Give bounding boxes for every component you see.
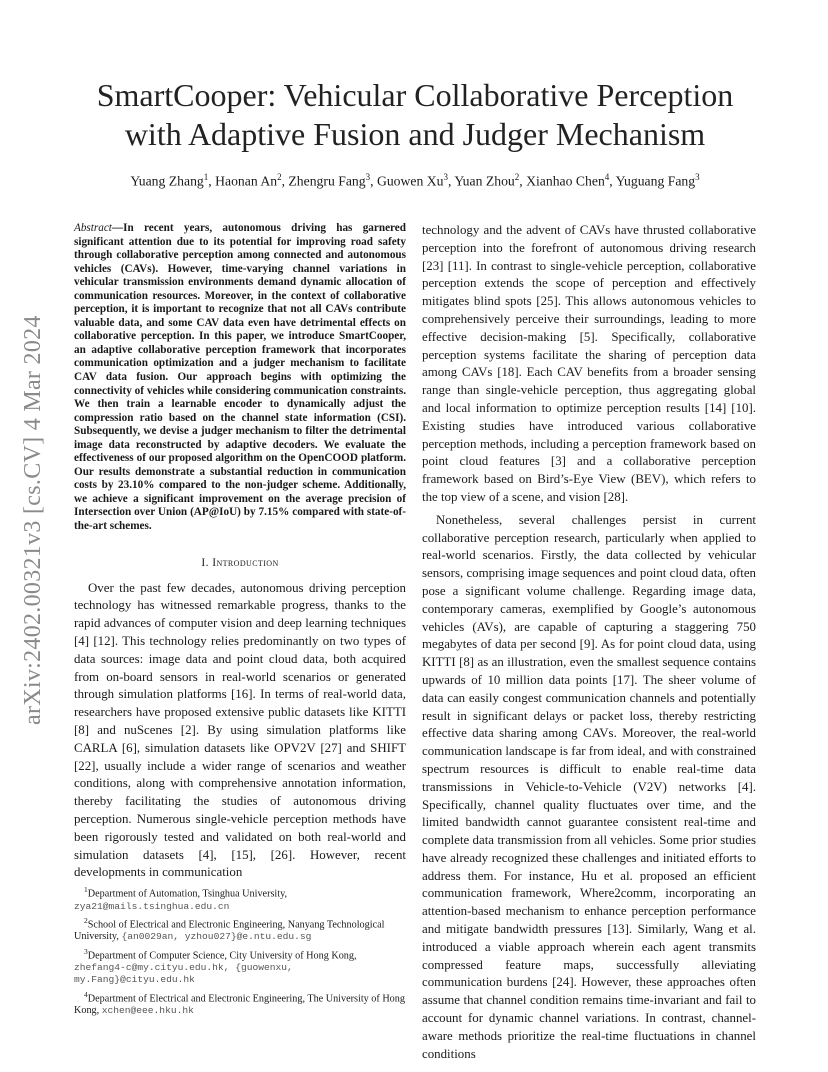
footnote-number: 1 xyxy=(84,885,88,894)
author-separator: , xyxy=(447,173,455,189)
footnote-email: zhefang4-c@my.cityu.edu.hk, {guowenxu, my.Fang}@cityu.edu.hk xyxy=(74,962,293,986)
abstract xyxy=(74,222,406,534)
abstract-text: —In recent years, autonomous driving has garnered significant attention due to its potential for improving road safety through collaborative perception among connected and autonomous vehicles (CAVs). However, time-varying channel variations in vehicular transmission environments demand dynamic allocation of communication resources. Moreover, in the context of collaborative perception, it is important to recognize that not all CAVs contribute valuable data, and some CAV data even have detrimental effects on collaborative perception. In this paper, we introduce SmartCooper, an adaptive collaborative perception framework that incorporates communication optimization and a judger mechanism to facilitate CAV data fusion. Our approach begins with optimizing the connectivity of vehicles while considering communication constraints. We then train a learnable encoder to dynamically adjust the compression ratio based on the channel state information (CSI). Subsequently, we devise a judger mechanism to filter the detrimental image data reconstructed by adaptive decoders. We evaluate the effectiveness of our proposed algorithm on the OpenCOOD platform. Our results demonstrate a substantial reduction in communication costs by 23.10% compared to the non-judger scheme. Additionally, we achieve a significant improvement on the average precision of Intersection over Union (AP@IoU) by 7.15% compared with state-of-the-art schemes. xyxy=(74,222,406,533)
author-affiliation-mark: 4 xyxy=(604,172,610,182)
right-column xyxy=(422,222,756,1063)
footnote-affiliation: Department of Automation, Tsinghua University, xyxy=(87,888,288,900)
author-name: Haonan An xyxy=(215,173,278,189)
footnotes xyxy=(74,884,406,1019)
intro-paragraph-3: Nonetheless, several challenges persist in current collaborative perception research, particularly when applied to real-world scenarios. Firstly, the data collected by vehicular sensors, comprising image sequences and point cloud data, often pose a significant volume challenge. Regarding image data, contemporary cameras, exemplified by Google’s autonomous vehicles (AVs), are capable of capturing a staggering 750 megabytes of data per second [9]. As for point cloud data, using KITTI [8] as an illustration, even the smallest sequence contains upwards of 10 million data points [17]. The sheer volume of data can easily congest communication channels and potentially result in significant delays or packet loss, thereby restricting effective data sharing among CAVs. Moreover, the real-world communication landscape is far from ideal, and with constrained spectrum resources is difficult to enable real-time data transmissions in Vehicle-to-Vehicle (V2V) networks [4]. Specifically, channel quality fluctuates over time, and the limited bandwidth cannot guarantee consistent real-time and complete data transmission from all vehicles. Some prior studies have already recognized these challenges and initiated efforts to address them. For instance, Hu et al. proposed an efficient communication framework, Where2comm, incorporating an attention-based mechanism to enhance perception performance and mitigate bandwidth pressures [13]. Similarly, Wang et al. introduced a viable approach wherein each agent transmits compressed feature maps, successfully alleviating communication burdens [24]. However, these approaches often assume that channel condition remains time-invariant and fail to account for dynamic channel variations. In contrast, channel-aware methods prioritize the real-time fluctuations in channel conditions xyxy=(422,512,756,1061)
footnote-email: xchen@eee.hku.hk xyxy=(101,1005,194,1017)
footnote xyxy=(74,946,406,987)
footnote-affiliation: Department of Electrical and Electronic Engineering, The University of Hong Kong, xyxy=(74,992,405,1017)
author-affiliation-mark: 2 xyxy=(277,172,282,182)
footnote-number: 2 xyxy=(84,915,88,925)
footnote xyxy=(74,989,406,1018)
author-name: Yuguang Fang xyxy=(615,173,696,189)
intro-paragraph-2: technology and the advent of CAVs have thrusted collaborative perception into the forefront of autonomous driving research [23] [11]. In contrast to single-vehicle perception, collaborative perception extends the scope of perception and effectively mitigates blind spots [25]. This allows autonomous vehicles to comprehensively perceive their surroundings, leading to more effective decision-making [5]. Specifically, collaborative perception systems facilitate the sharing of perception data among CAVs [18]. Each CAV benefits from a broader sensing range than single-vehicle perception, thus aggregating global and local information to optimize perception results [14] [10]. Existing studies have introduced various collaborative perception methods, including a perception framework based on point cloud features [3] and a collaborative perception framework based on Bird’s-Eye View (BEV), which refers to the top view of a scene, and vision [28]. xyxy=(422,223,756,504)
author-affiliation-mark: 3 xyxy=(443,172,448,182)
author-separator: , xyxy=(281,173,289,189)
footnote xyxy=(74,915,406,944)
title-line-1: SmartCooper: Vehicular Collaborative Perception xyxy=(96,77,734,113)
footnote-email: {an0029an, yzhou027}@e.ntu.edu.sg xyxy=(121,931,312,943)
author-affiliation-mark: 1 xyxy=(203,172,209,182)
footnote-affiliation: Department of Computer Science, City University of Hong Kong, xyxy=(87,949,357,961)
author-affiliation-mark: 3 xyxy=(365,172,371,182)
author-affiliation-mark: 3 xyxy=(695,172,700,182)
author-name: Yuan Zhou xyxy=(454,173,515,189)
author-affiliation-mark: 2 xyxy=(514,172,520,182)
left-column xyxy=(74,222,406,882)
abstract-lead: Abstract xyxy=(74,222,112,234)
intro-paragraph-1: Over the past few decades, autonomous driving perception technology has witnessed remarkable progress, thanks to the rapid advances of computer vision and deep learning techniques [4] [12]. This technology relies predominantly on two types of data sources: image data and point cloud data, both acquired from on-board sensors in real-world scenarios or generated through simulation platforms [16]. In terms of real-world data, researchers have proposed extensive public datasets like KITTI [8] and nuScenes [2]. By using simulation platforms like CARLA [6], simulation datasets like OPV2V [27] and SHIFT [22], usually include a wider range of scenarios and weather conditions, along with comprehensive annotation information, thereby facilitating the studies of autonomous driving perception. Numerous single-vehicle perception methods have been rigorously tested and validated on both real-world and simulation datasets [4], [15], [26]. However, recent developments in communication xyxy=(74,580,406,880)
footnote-number: 3 xyxy=(84,946,88,956)
footnote-email: zya21@mails.tsinghua.edu.cn xyxy=(74,900,230,912)
section-heading-text: I. Introduction xyxy=(201,555,279,569)
author-separator: , xyxy=(519,173,527,189)
author-separator: , xyxy=(370,173,377,189)
author-name: Guowen Xu xyxy=(376,173,444,189)
footnote-affiliation: School of Electrical and Electronic Engineering, Nanyang Technological University, xyxy=(74,919,385,943)
author-separator: , xyxy=(208,173,216,189)
title-line-2: with Adaptive Fusion and Judger Mechanism xyxy=(124,116,706,152)
author-separator: , xyxy=(609,173,616,189)
footnote-number: 4 xyxy=(84,989,88,999)
arxiv-identifier: arXiv:2402.00321v3 [cs.CV] 4 Mar 2024 xyxy=(20,315,46,725)
author-name: Yuang Zhang xyxy=(130,173,204,189)
author-name: Zhengru Fang xyxy=(288,173,366,189)
footnote xyxy=(74,884,406,913)
paper-title xyxy=(70,76,760,154)
author-name: Xianhao Chen xyxy=(526,173,605,189)
section-heading-introduction xyxy=(74,556,406,569)
author-list xyxy=(70,172,760,190)
